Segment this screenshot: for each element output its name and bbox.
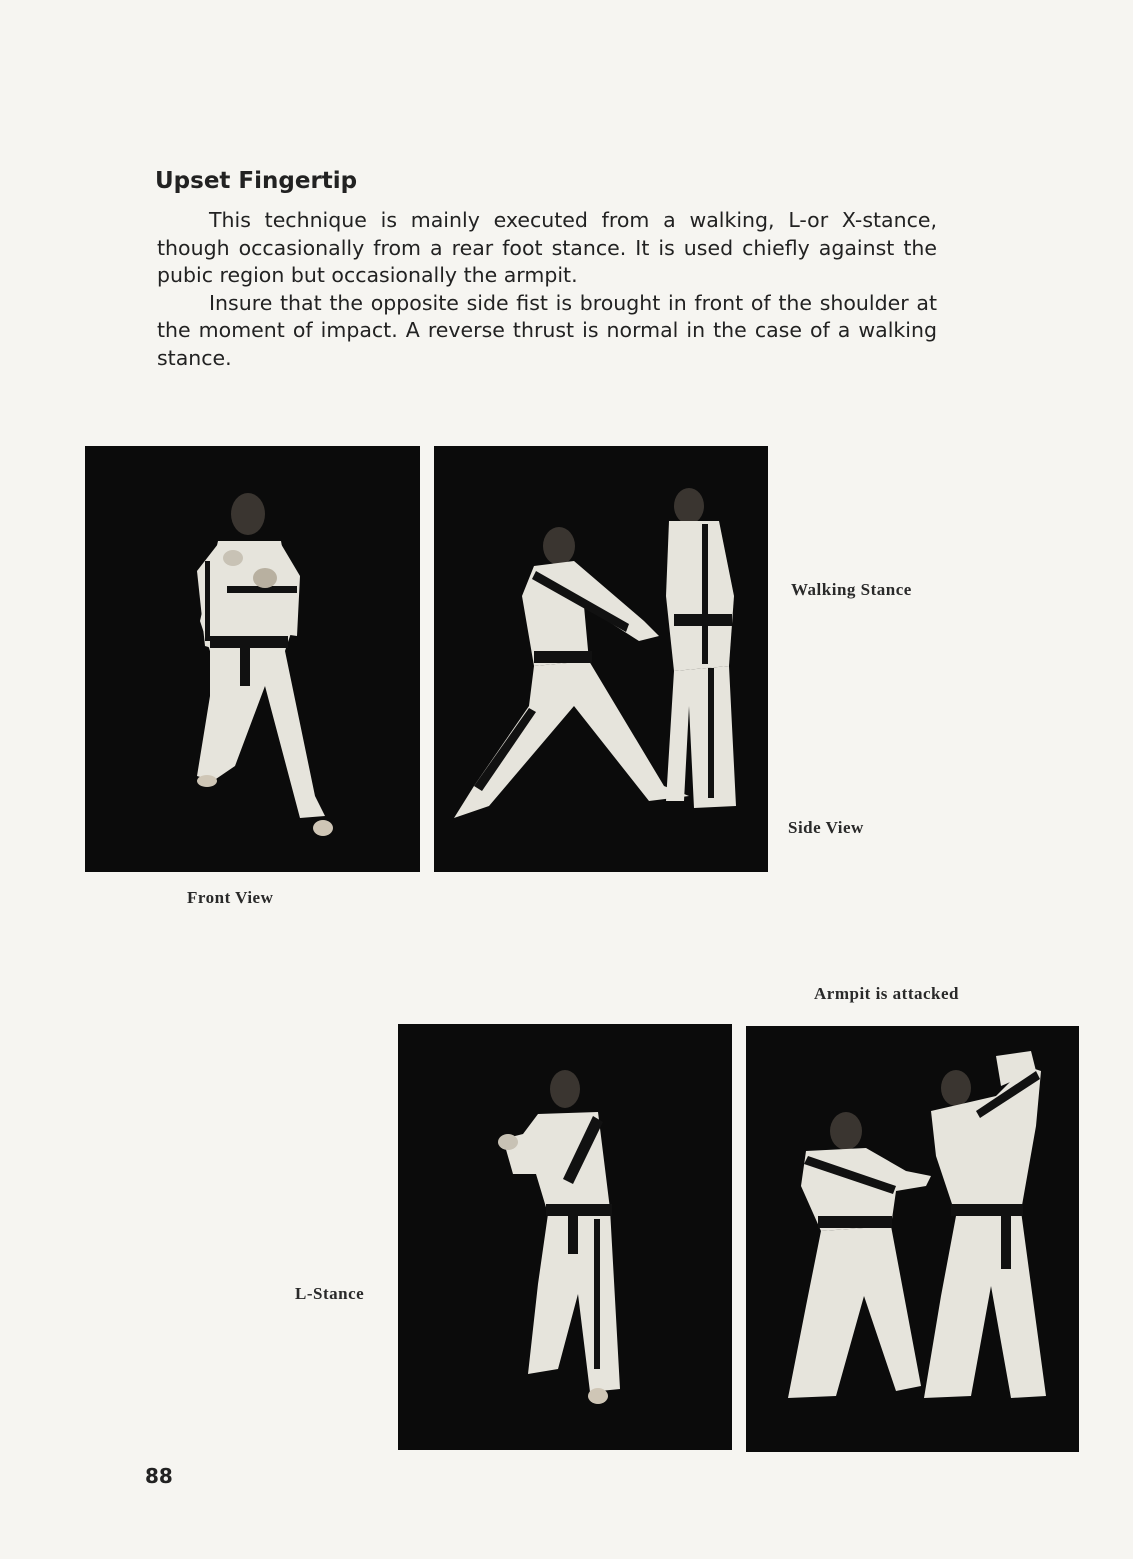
photo-armpit-attacked xyxy=(746,1026,1079,1452)
armpit-attack-figures xyxy=(746,1026,1079,1452)
photo-front-view xyxy=(85,446,420,872)
l-stance-figure xyxy=(398,1024,732,1450)
photo-side-view xyxy=(434,446,768,872)
side-view-figures xyxy=(434,446,768,872)
front-view-figure xyxy=(85,446,420,872)
photo-l-stance xyxy=(398,1024,732,1450)
page-number: 88 xyxy=(145,1464,173,1488)
paragraph-1: This technique is mainly executed from a walking, L-or X-stance, though occasionally from a rear foot stance. It is used chiefly against the pubic region but occasionally the armpit. xyxy=(157,208,937,287)
caption-l-stance: L-Stance xyxy=(295,1284,365,1303)
caption-front-view: Front View xyxy=(187,888,274,907)
section-heading: Upset Fingertip xyxy=(155,168,358,194)
caption-walking-stance: Walking Stance xyxy=(791,580,912,599)
caption-side-view: Side View xyxy=(788,818,864,837)
paragraph-2: Insure that the opposite side fist is brought in front of the shoulder at the moment of impact. A reverse thrust is normal in the case of a walking stance. xyxy=(157,290,937,370)
body-text xyxy=(157,207,937,372)
caption-armpit-attacked: Armpit is attacked xyxy=(814,984,959,1003)
